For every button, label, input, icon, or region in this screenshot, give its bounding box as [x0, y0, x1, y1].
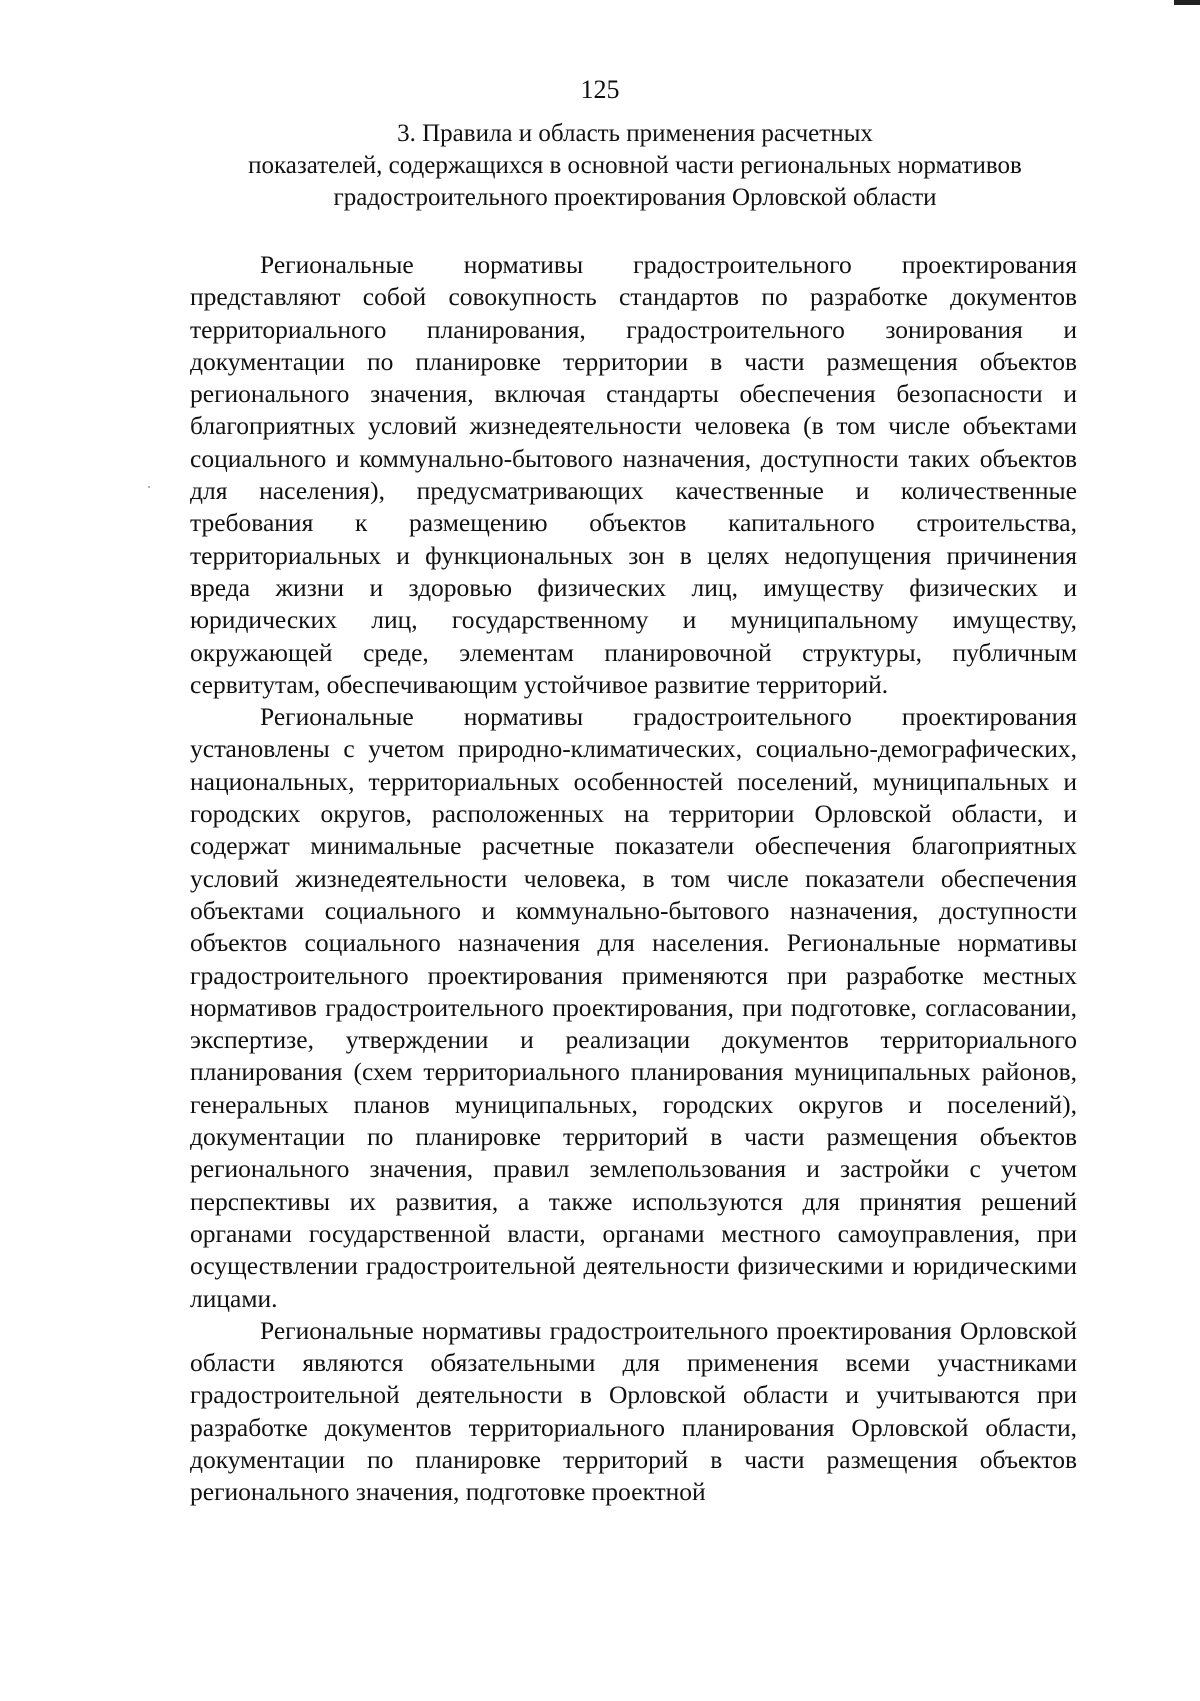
paragraph-1: Региональные нормативы градостроительного проектирования представляют собой совокупность стандартов по разработке документов территориального планирования, градостроительного зонирования и документации по планировке территории в части размещения объектов регионального значения, включая стандарты обеспечения безопасности и благоприятных условий жизнедеятельности человека (в том числе объектами социального и коммунально-бытового назначения, доступности таких объектов для населения), предусматривающих качественные и количественные требования к размещению объектов капитального строительства, территориальных и функциональных зон в целях недопущения причинения вреда жизни и здоровью физических лиц, имуществу физических и юридических лиц, государственному и муниципальному имуществу, окружающей среде, элементам планировочной структуры, публичным сервитутам, обеспечивающим устойчивое развитие территорий. [190, 250, 1077, 699]
scan-speck [148, 486, 150, 488]
paragraph-2: Региональные нормативы градостроительного проектирования установлены с учетом природно-климатических, социально-демографических, национальных, территориальных особенностей поселений, муниципальных и городских округов, расположенных на территории Орловской области, и содержат минимальные расчетные показатели обеспечения благоприятных условий жизнедеятельности человека, в том числе показатели обеспечения объектами социального и коммунально-бытового назначения, доступности объектов социального назначения для населения. Региональные нормативы градостроительного проектирования применяются при разработке местных нормативов градостроительного проектирования, при подготовке, согласовании, экспертизе, утверждении и реализации документов территориального планирования (схем территориального планирования муниципальных районов, генеральных планов муниципальных, городских округов и поселений), документации по планировке территорий в части размещения объектов регионального значения, правил землепользования и застройки с учетом перспективы их развития, а также используются для принятия решений органами государственной власти, органами местного самоуправления, при осуществлении градостроительной деятельности физическими и юридическими лицами. [190, 702, 1077, 1313]
body-text [190, 249, 1077, 1509]
paragraph-3: Региональные нормативы градостроительного проектирования Орловской области являются обязательными для применения всеми участниками градостроительной деятельности в Орловской области и учитываются при разработке документов территориального планирования Орловской области, документации по планировке территорий в части размещения объектов регионального значения, подготовке проектной [190, 1315, 1077, 1507]
page-number: 125 [580, 75, 620, 104]
section-heading [190, 118, 1080, 214]
heading-line-2: показателей, содержащихся в основной части региональных нормативов [248, 152, 1022, 179]
scan-corner-mark [1174, 0, 1200, 5]
heading-line-3: градостроительного проектирования Орловской области [333, 184, 937, 211]
heading-line-1: 3. Правила и область применения расчетных [397, 120, 873, 147]
